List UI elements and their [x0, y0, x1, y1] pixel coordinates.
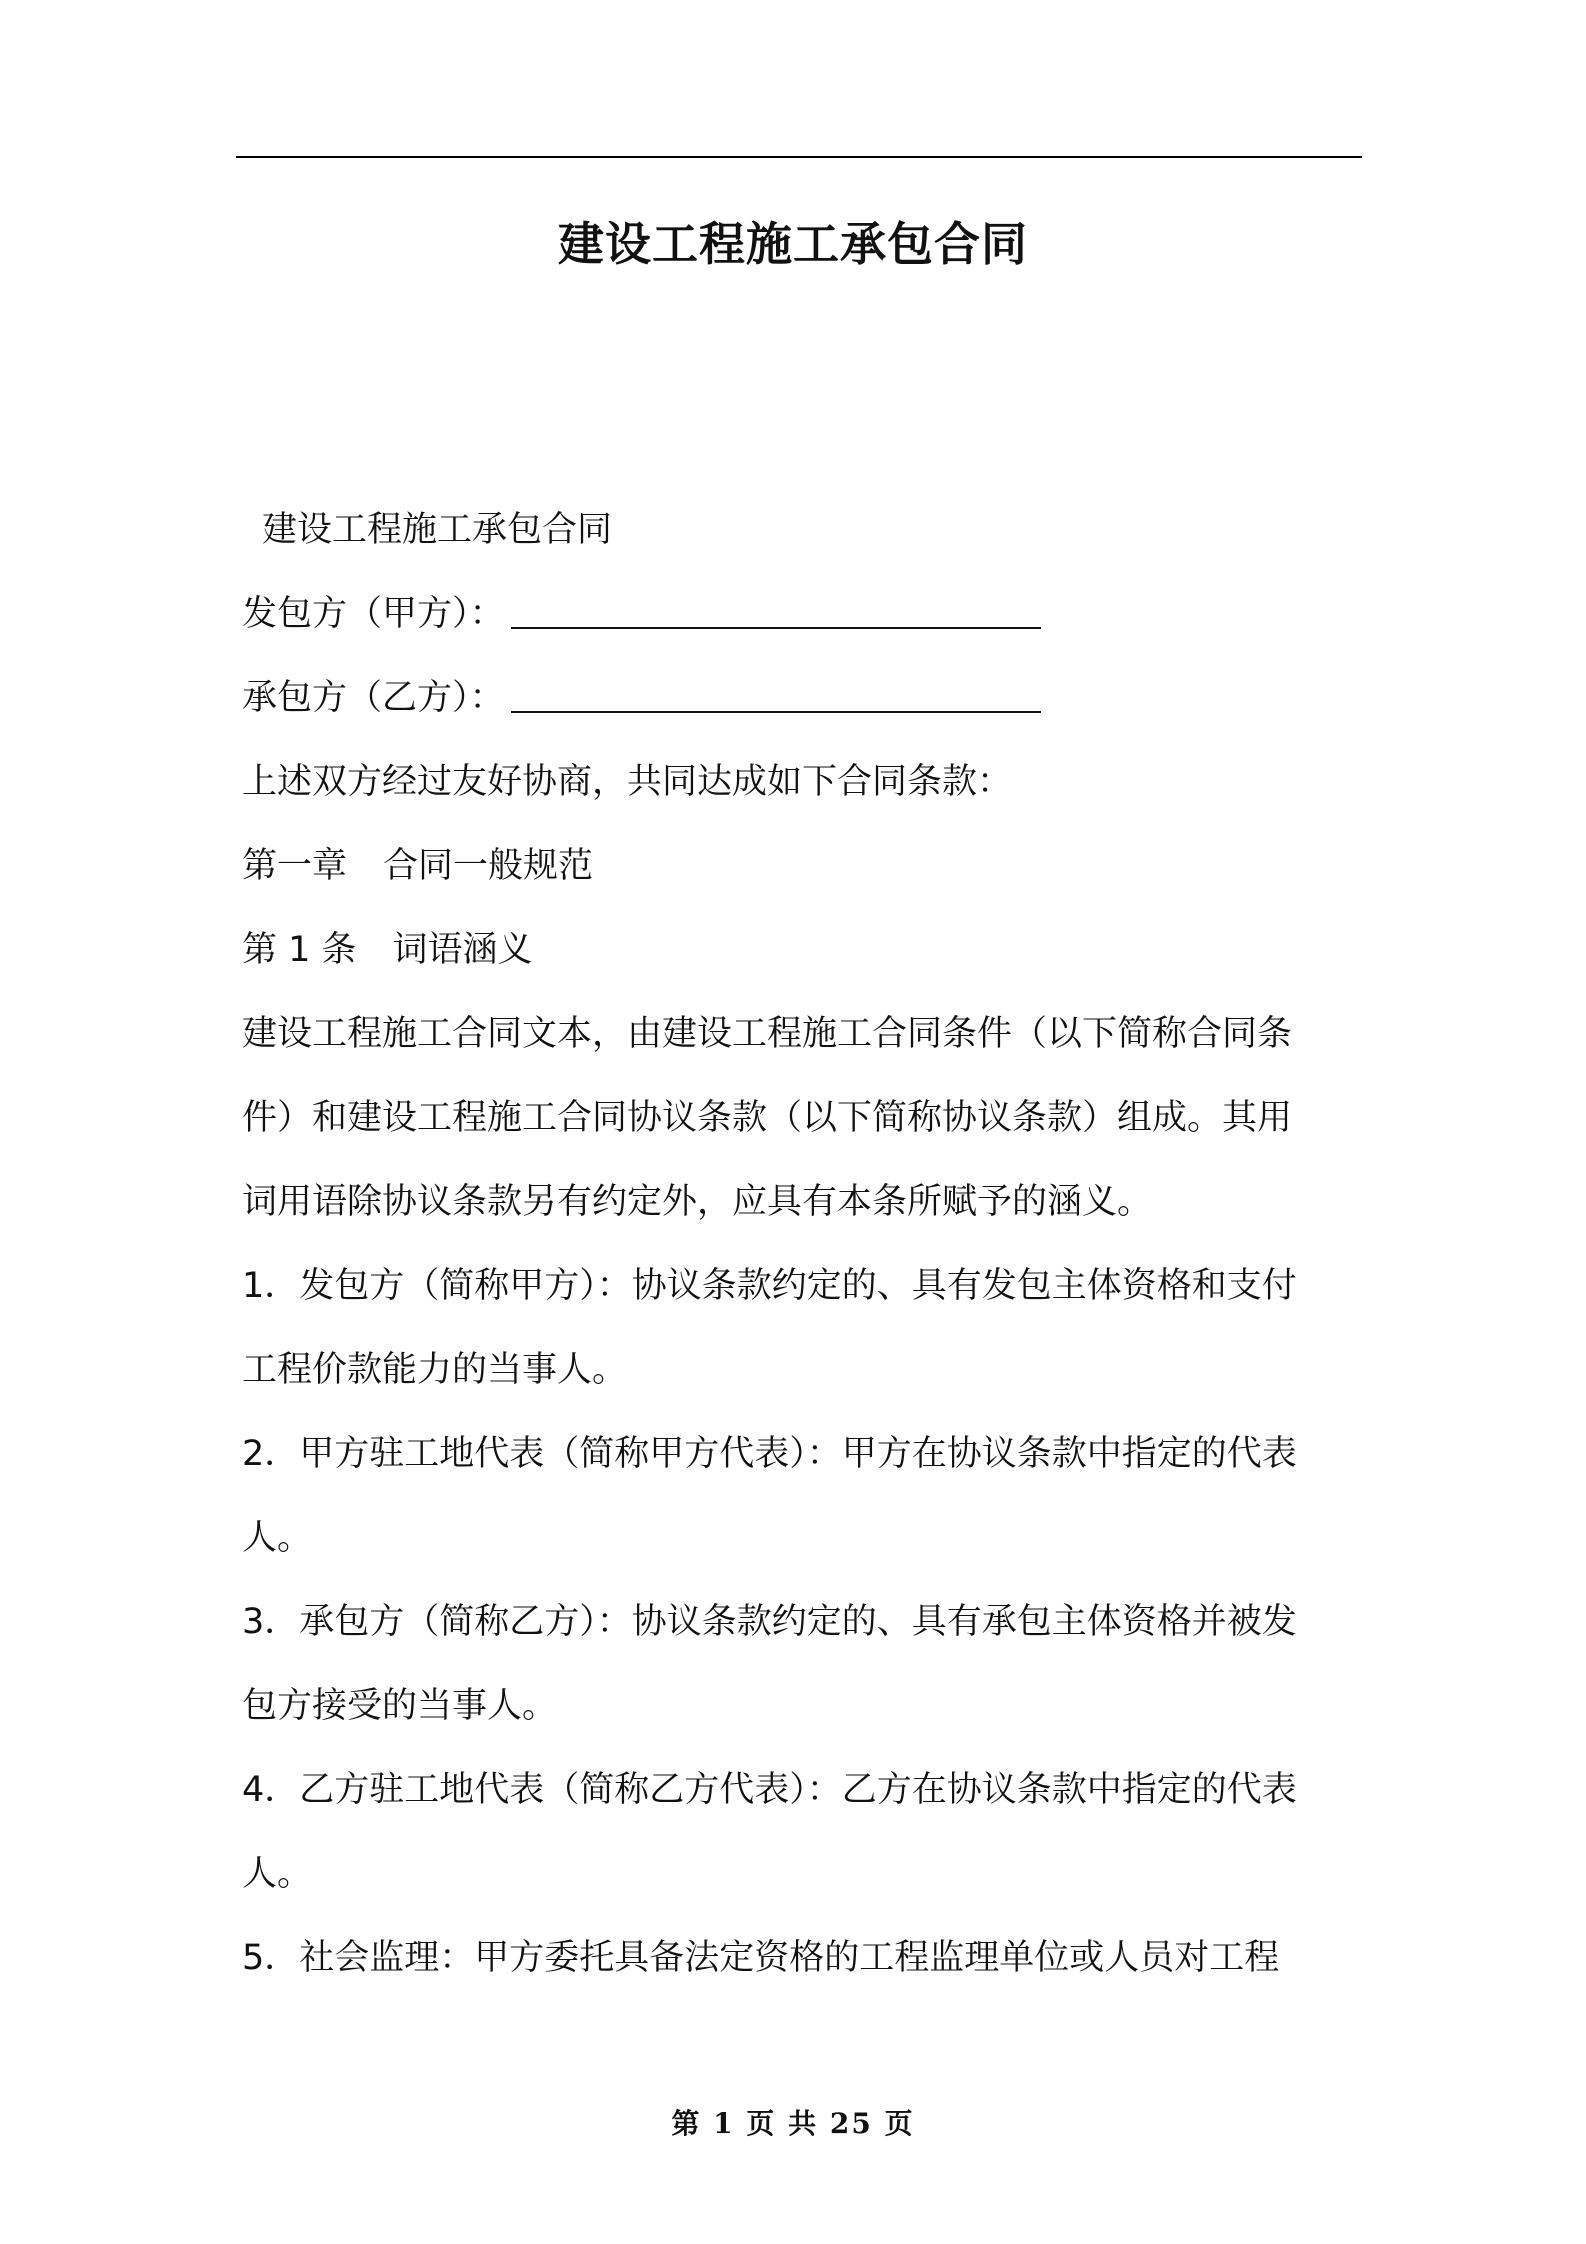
party-a-line — [242, 572, 1358, 656]
party-b-blank — [511, 675, 1041, 713]
body-line: 5．社会监理：甲方委托具备法定资格的工程监理单位或人员对工程 — [242, 1938, 1280, 1978]
body-line: 3．承包方（简称乙方）：协议条款约定的、具有承包主体资格并被发 — [242, 1602, 1297, 1642]
body-line: 1．发包方（简称甲方）：协议条款约定的、具有发包主体资格和支付 — [242, 1266, 1297, 1306]
article-heading — [242, 908, 1358, 992]
chapter-heading — [242, 824, 1358, 908]
document-body — [242, 488, 1358, 2000]
header-rule — [236, 156, 1362, 158]
contract-subtitle: 建设工程施工承包合同 — [262, 510, 613, 550]
body-line: 词用语除协议条款另有约定外，应具有本条所赋予的涵义。 — [242, 1182, 1153, 1222]
article-number: 第 1 条 — [242, 930, 357, 970]
party-a-label: 发包方（甲方）： — [242, 594, 505, 634]
party-a-blank — [511, 591, 1041, 629]
body-line: 件）和建设工程施工合同协议条款（以下简称协议条款）组成。其用 — [242, 1098, 1293, 1138]
party-b-label: 承包方（乙方）： — [242, 678, 505, 718]
article-title: 词语涵义 — [392, 930, 533, 970]
chapter-title: 合同一般规范 — [383, 846, 594, 886]
body-line: 人。 — [242, 1854, 313, 1894]
body-line: 工程价款能力的当事人。 — [242, 1350, 628, 1390]
page-footer: 第 1 页 共 25 页 — [671, 2107, 915, 2140]
body-line: 4．乙方驻工地代表（简称乙方代表）：乙方在协议条款中指定的代表 — [242, 1770, 1297, 1810]
body-line: 人。 — [242, 1518, 313, 1558]
body-line: 2．甲方驻工地代表（简称甲方代表）：甲方在协议条款中指定的代表 — [242, 1434, 1297, 1474]
body-line: 建设工程施工合同文本，由建设工程施工合同条件（以下简称合同条 — [242, 1014, 1293, 1054]
party-b-line — [242, 656, 1358, 740]
chapter-number: 第一章 — [242, 846, 348, 886]
body-line: 包方接受的当事人。 — [242, 1686, 558, 1726]
document-title: 建设工程施工承包合同 — [558, 217, 1028, 271]
intro-line: 上述双方经过友好协商，共同达成如下合同条款： — [242, 762, 1013, 802]
